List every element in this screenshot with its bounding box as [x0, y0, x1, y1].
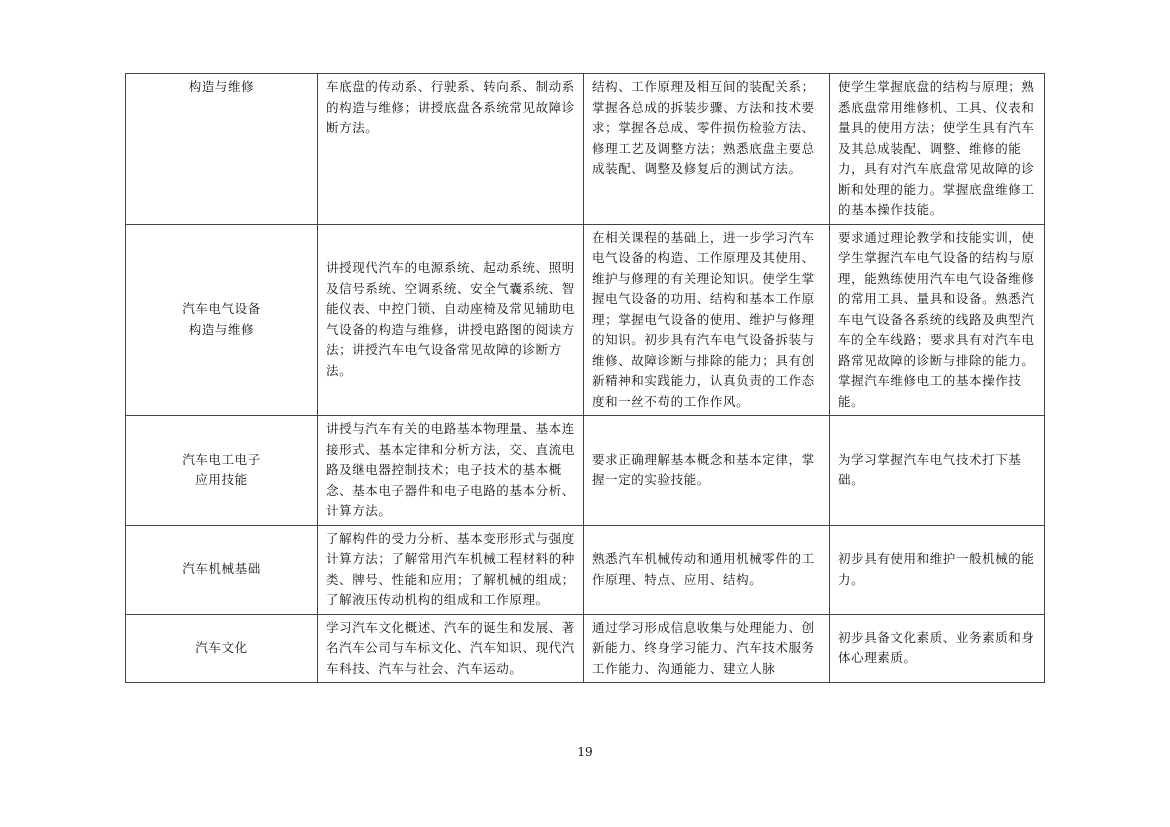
- table-row: [126, 614, 1045, 683]
- table-row: [126, 525, 1045, 614]
- course-goals-cell: 要求通过理论教学和技能实训，使学生掌握汽车电气设备的结构与原理，能熟练使用汽车电气设备维修的常用工具、量具和设备。熟悉汽车电气设备各系统的线路及典型汽车的全车线路；要求具有对汽车电路常见故障的诊断与排除的能力。掌握汽车维修电工的基本操作技能。: [830, 224, 1045, 416]
- course-content-cell: 车底盘的传动系、行驶系、转向系、制动系的构造与维修；讲授底盘各系统常见故障诊断方法。: [318, 74, 584, 225]
- course-requirements-cell: 在相关课程的基础上，进一步学习汽车电气设备的构造、工作原理及其使用、维护与修理的有关理论知识。使学生掌握电气设备的功用、结构和基本工作原理；掌握电气设备的使用、维护与修理的知识。初步具有汽车电气设备拆装与维修、故障诊断与排除的能力；具有创新精神和实践能力，认真负责的工作态度和一丝不苟的工作作风。: [584, 224, 830, 416]
- course-table: [125, 73, 1045, 683]
- course-requirements-cell: 通过学习形成信息收集与处理能力、创新能力、终身学习能力、汽车技术服务工作能力、沟通能力、建立人脉: [584, 614, 830, 683]
- page-number: 19: [577, 745, 593, 759]
- course-requirements-cell: 熟悉汽车机械传动和通用机械零件的工作原理、特点、应用、结构。: [584, 525, 830, 614]
- course-name-cell: 汽车机械基础: [126, 525, 318, 614]
- course-requirements-cell: 要求正确理解基本概念和基本定律，掌握一定的实验技能。: [584, 416, 830, 526]
- course-content-cell: 学习汽车文化概述、汽车的诞生和发展、著名汽车公司与车标文化、汽车知识、现代汽车科技、汽车与社会、汽车运动。: [318, 614, 584, 683]
- course-goals-cell: 为学习掌握汽车电气技术打下基础。: [830, 416, 1045, 526]
- course-name-cell: 汽车文化: [126, 614, 318, 683]
- course-name-cell: 汽车电气设备 构造与维修: [126, 224, 318, 416]
- course-goals-cell: 使学生掌握底盘的结构与原理；熟悉底盘常用维修机、工具、仪表和量具的使用方法；使学生具有汽车及其总成装配、调整、维修的能力，具有对汽车底盘常见故障的诊断和处理的能力。掌握底盘维修工的基本操作技能。: [830, 74, 1045, 225]
- table-row: [126, 74, 1045, 225]
- table-row: [126, 224, 1045, 416]
- course-content-cell: 了解构件的受力分析、基本变形形式与强度计算方法；了解常用汽车机械工程材料的种类、牌号、性能和应用；了解机械的组成；了解液压传动机构的组成和工作原理。: [318, 525, 584, 614]
- course-content-cell: 讲授与汽车有关的电路基本物理量、基本连接形式、基本定律和分析方法，交、直流电路及继电器控制技术；电子技术的基本概念、基本电子器件和电子电路的基本分析、计算方法。: [318, 416, 584, 526]
- course-requirements-cell: 结构、工作原理及相互间的装配关系；掌握各总成的拆装步骤、方法和技术要求；掌握各总成、零件损伤检验方法、修理工艺及调整方法；熟悉底盘主要总成装配、调整及修复后的测试方法。: [584, 74, 830, 225]
- course-name-cell: 汽车电工电子 应用技能: [126, 416, 318, 526]
- course-goals-cell: 初步具有使用和维护一般机械的能力。: [830, 525, 1045, 614]
- course-name-cell: 构造与维修: [126, 74, 318, 225]
- course-goals-cell: 初步具备文化素质、业务素质和身体心理素质。: [830, 614, 1045, 683]
- table-row: [126, 416, 1045, 526]
- course-content-cell: 讲授现代汽车的电源系统、起动系统、照明及信号系统、空调系统、安全气囊系统、智能仪表、中控门锁、自动座椅及常见辅助电气设备的构造与维修，讲授电路图的阅读方法；讲授汽车电气设备常见故障的诊断方法。: [318, 224, 584, 416]
